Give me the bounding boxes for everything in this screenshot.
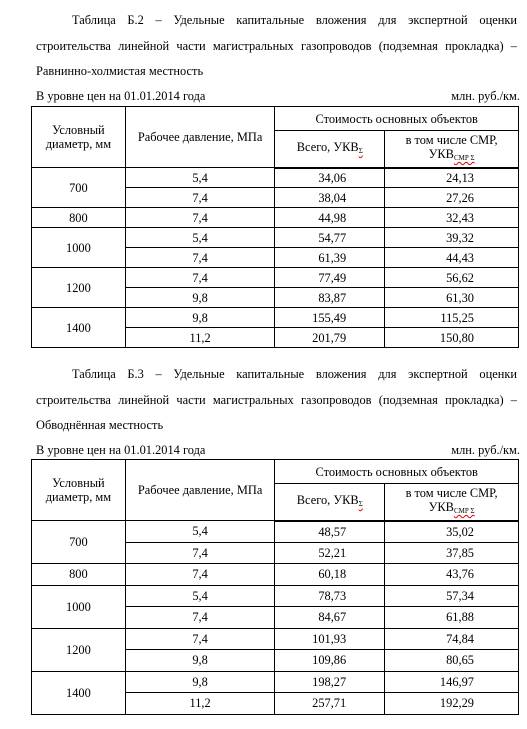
cell-smr: 74,84 xyxy=(385,628,519,650)
cell-total: 257,71 xyxy=(275,693,385,715)
cell-pressure: 7,4 xyxy=(125,628,275,650)
cell-smr: 56,62 xyxy=(385,268,519,288)
cell-diameter: 1200 xyxy=(32,628,126,671)
table-meta xyxy=(36,89,520,106)
units: млн. руб./км. xyxy=(451,442,520,457)
header-diameter: Условный диаметр, мм xyxy=(32,107,126,168)
cell-pressure: 5,4 xyxy=(125,228,275,248)
table-row xyxy=(32,671,519,693)
cell-smr: 35,02 xyxy=(385,521,519,543)
cell-total: 54,77 xyxy=(275,228,385,248)
cell-smr: 146,97 xyxy=(385,671,519,693)
data-table-b2 xyxy=(31,106,519,348)
price-level: В уровне цен на 01.01.2014 года xyxy=(36,442,206,457)
table-caption: Таблица Б.2 – Удельные капитальные вложения для экспертной оценки строительства линейной части магистральных газопроводов (подземная прокладка) – Равнинно-холмистая местность xyxy=(36,13,517,78)
header-diameter: Условный диаметр, мм xyxy=(32,460,126,521)
table-row xyxy=(32,208,519,228)
cell-smr: 61,30 xyxy=(385,288,519,308)
cell-diameter: 1400 xyxy=(32,308,126,348)
header-smr: в том числе СМР, $УКВ_{СМР \Sigma}$ xyxy=(385,484,519,521)
cell-total: 201,79 xyxy=(275,328,385,348)
header-total: Всего, $УКВ_\Sigma$ xyxy=(275,131,385,168)
table-row xyxy=(32,521,519,543)
cell-diameter: 800 xyxy=(32,208,126,228)
cell-smr: 27,26 xyxy=(385,188,519,208)
units: млн. руб./км. xyxy=(451,88,520,103)
table-b2-section xyxy=(0,8,527,106)
cell-smr: 43,76 xyxy=(385,564,519,586)
cell-pressure: 5,4 xyxy=(125,168,275,188)
cell-smr: 37,85 xyxy=(385,542,519,564)
header-pressure: Рабочее давление, МПа xyxy=(125,107,275,168)
cell-total: 109,86 xyxy=(275,650,385,672)
cell-smr: 44,43 xyxy=(385,248,519,268)
cell-total: 61,39 xyxy=(275,248,385,268)
cell-total: 52,21 xyxy=(275,542,385,564)
cell-total: 155,49 xyxy=(275,308,385,328)
cell-pressure: 11,2 xyxy=(125,328,275,348)
cell-total: 78,73 xyxy=(275,585,385,607)
table-row xyxy=(32,585,519,607)
cell-smr: 57,34 xyxy=(385,585,519,607)
cell-pressure: 7,4 xyxy=(125,607,275,629)
cell-pressure: 7,4 xyxy=(125,542,275,564)
data-table-b3 xyxy=(31,459,519,715)
table-row xyxy=(32,228,519,248)
cell-smr: 150,80 xyxy=(385,328,519,348)
cell-pressure: 9,8 xyxy=(125,288,275,308)
cell-pressure: 5,4 xyxy=(125,585,275,607)
cell-smr: 192,29 xyxy=(385,693,519,715)
table-meta xyxy=(36,443,520,460)
cell-pressure: 7,4 xyxy=(125,564,275,586)
header-total: Всего, $УКВ_\Sigma$ xyxy=(275,484,385,521)
table-row xyxy=(32,628,519,650)
cell-pressure: 7,4 xyxy=(125,208,275,228)
cell-total: 83,87 xyxy=(275,288,385,308)
cell-smr: 32,43 xyxy=(385,208,519,228)
cell-total: 101,93 xyxy=(275,628,385,650)
cell-pressure: 5,4 xyxy=(125,521,275,543)
cell-diameter: 1000 xyxy=(32,585,126,628)
cell-diameter: 1400 xyxy=(32,671,126,714)
cell-pressure: 9,8 xyxy=(125,671,275,693)
cell-total: 34,06 xyxy=(275,168,385,188)
table-row xyxy=(32,168,519,188)
header-cost: Стоимость основных объектов xyxy=(275,460,519,484)
table-caption: Таблица Б.3 – Удельные капитальные вложения для экспертной оценки строительства линейной части магистральных газопроводов (подземная прокладка) – Обводнённая местность xyxy=(36,367,517,432)
cell-total: 77,49 xyxy=(275,268,385,288)
cell-diameter: 700 xyxy=(32,168,126,208)
cell-diameter: 700 xyxy=(32,521,126,564)
cell-smr: 80,65 xyxy=(385,650,519,672)
cell-smr: 24,13 xyxy=(385,168,519,188)
cell-pressure: 11,2 xyxy=(125,693,275,715)
header-pressure: Рабочее давление, МПа xyxy=(125,460,275,521)
cell-diameter: 1200 xyxy=(32,268,126,308)
cell-total: 84,67 xyxy=(275,607,385,629)
cell-pressure: 7,4 xyxy=(125,268,275,288)
cell-pressure: 9,8 xyxy=(125,650,275,672)
cell-smr: 115,25 xyxy=(385,308,519,328)
cell-diameter: 1000 xyxy=(32,228,126,268)
cell-smr: 39,32 xyxy=(385,228,519,248)
cell-diameter: 800 xyxy=(32,564,126,586)
cell-pressure: 9,8 xyxy=(125,308,275,328)
cell-total: 48,57 xyxy=(275,521,385,543)
header-cost: Стоимость основных объектов xyxy=(275,107,519,131)
cell-pressure: 7,4 xyxy=(125,248,275,268)
cell-total: 60,18 xyxy=(275,564,385,586)
price-level: В уровне цен на 01.01.2014 года xyxy=(36,88,206,103)
cell-smr: 61,88 xyxy=(385,607,519,629)
table-row xyxy=(32,308,519,328)
cell-total: 38,04 xyxy=(275,188,385,208)
table-b3-section xyxy=(0,362,527,460)
header-smr: в том числе СМР, $УКВ_{СМР \Sigma}$ xyxy=(385,131,519,168)
cell-pressure: 7,4 xyxy=(125,188,275,208)
cell-total: 44,98 xyxy=(275,208,385,228)
table-row xyxy=(32,268,519,288)
cell-total: 198,27 xyxy=(275,671,385,693)
table-row xyxy=(32,564,519,586)
